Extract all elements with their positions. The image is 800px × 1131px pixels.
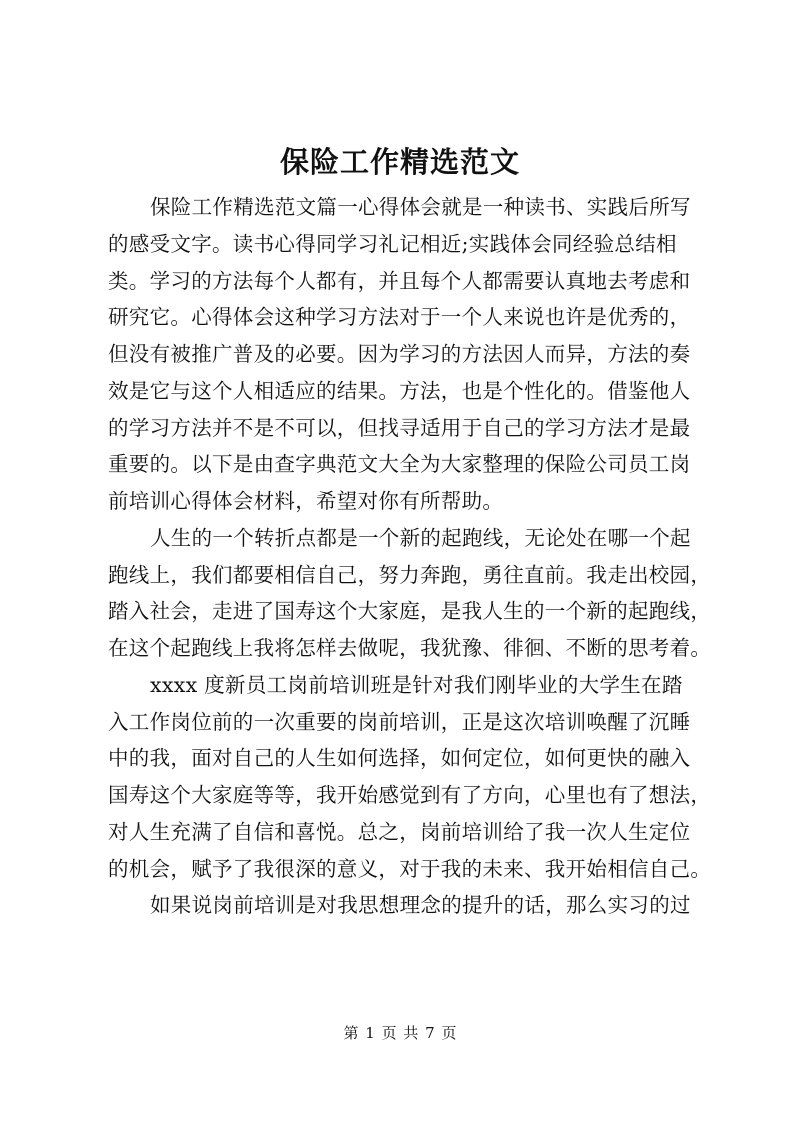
text-line: 但没有被推广普及的必要。因为学习的方法因人而异，方法的奏 [108,342,691,366]
text-line: 如果说岗前培训是对我思想理念的提升的话，那么实习的过 [150,893,691,918]
paragraph-2 [108,520,712,667]
text-line: 中的我，面对自己的人生如何选择，如何定位，如何更快的融入 [108,746,691,771]
page-number: 第 1 页 共 7 页 [343,1024,457,1042]
document-title: 保险工作精选范文 [279,145,520,179]
text-line: 研究它。心得体会这种学习方法对于一个人来说也许是优秀的， [108,305,691,330]
text-line: 入工作岗位前的一次重要的岗前培训，正是这次培训唤醒了沉睡 [108,709,691,734]
text-line: 对人生充满了自信和喜悦。总之，岗前培训给了我一次人生定位 [108,819,691,844]
text-line: 效是它与这个人相适应的结果。方法，也是个性化的。借鉴他人 [108,378,691,403]
text-line: xxxx 度新员工岗前培训班是针对我们刚毕业的大学生在踏 [150,672,683,697]
text-line: 前培训心得体会材料，希望对你有所帮助。 [108,489,504,513]
text-line: 重要的。以下是由查字典范文大全为大家整理的保险公司员工岗 [108,452,691,477]
text-line: 国寿这个大家庭等等，我开始感觉到有了方向，心里也有了想法， [108,783,712,807]
text-line: 的机会，赋予了我很深的意义，对于我的未来、我开始相信自己。 [108,856,712,881]
text-line: 踏入社会，走进了国寿这个大家庭，是我人生的一个新的起跑线， [108,599,712,624]
text-line: 在这个起跑线上我将怎样去做呢，我犹豫、徘徊、不断的思考着。 [108,636,712,660]
text-line: 人生的一个转折点都是一个新的起跑线，无论处在哪一个起 [150,525,691,550]
document-body [108,189,712,924]
text-line: 跑线上，我们都要相信自己，努力奔跑，勇往直前。我走出校园， [108,562,712,587]
paragraph-3 [108,667,712,888]
text-line: 的感受文字。读书心得同学习礼记相近;实践体会同经验总结相 [108,231,677,256]
text-line: 类。学习的方法每个人都有，并且每个人都需要认真地去考虑和 [108,268,691,293]
text-line: 保险工作精选范文篇一心得体会就是一种读书、实践后所写 [150,195,691,219]
paragraph-1 [108,189,708,520]
text-line: 的学习方法并不是不可以，但找寻适用于自己的学习方法才是最 [108,415,691,440]
paragraph-4 [108,887,708,924]
